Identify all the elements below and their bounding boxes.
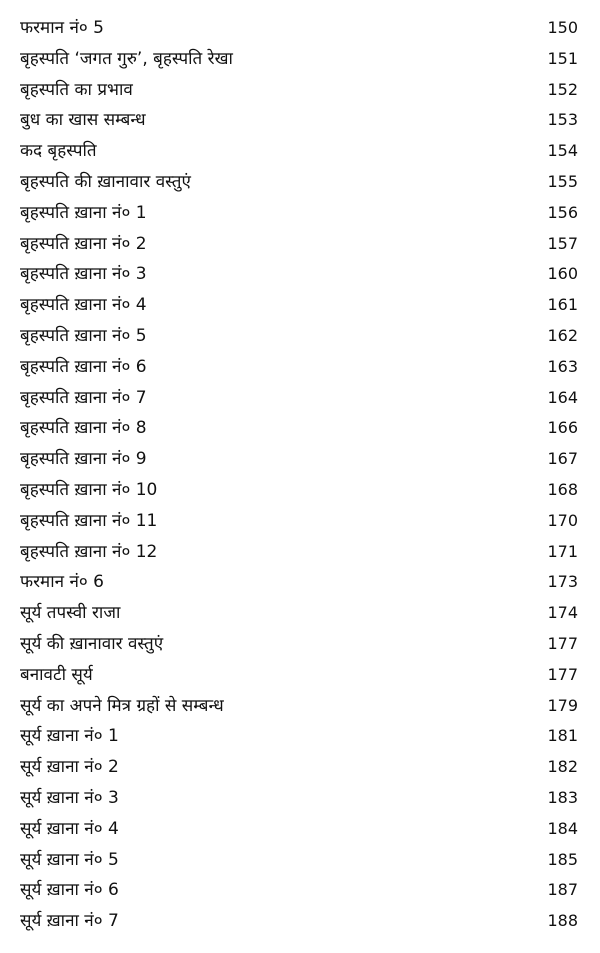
- toc-entry-page: 151: [547, 48, 578, 68]
- toc-entry-title: सूर्य की ख़ानावार वस्तुएं: [20, 633, 164, 654]
- toc-entry: [0, 875, 600, 906]
- toc-entry: [0, 475, 600, 506]
- toc-entry-title: बनावटी सूर्य: [20, 664, 93, 685]
- toc-entry: [0, 845, 600, 876]
- toc-entry-page: 161: [547, 295, 578, 315]
- toc-entry-page: 166: [547, 418, 578, 438]
- toc-entry-page: 170: [547, 510, 578, 530]
- toc-entry-page: 183: [547, 787, 578, 807]
- toc-entry-page: 156: [547, 202, 578, 222]
- toc-entry: [0, 444, 600, 475]
- toc-entry-page: 187: [547, 880, 578, 900]
- toc-entry-page: 173: [547, 572, 578, 592]
- toc-entry-title: सूर्य ख़ाना नं० 4: [20, 818, 119, 839]
- toc-entry-title: सूर्य ख़ाना नं० 6: [20, 880, 119, 901]
- toc-entry: [0, 537, 600, 568]
- toc-entry-title: बृहस्पति ख़ाना नं० 12: [20, 541, 158, 562]
- toc-entry-title: बृहस्पति ख़ाना नं० 4: [20, 295, 147, 316]
- toc-entry-page: 177: [547, 633, 578, 653]
- toc-entry-title: सूर्य तपस्वी राजा: [20, 603, 121, 624]
- toc-entry-title: बृहस्पति ख़ाना नं० 8: [20, 418, 147, 439]
- toc-entry-page: 154: [547, 141, 578, 161]
- toc-entry-title: सूर्य ख़ाना नं० 1: [20, 726, 119, 747]
- toc-entry-page: 164: [547, 387, 578, 407]
- toc-entry: [0, 691, 600, 722]
- toc-entry: [0, 413, 600, 444]
- toc-entry-page: 182: [547, 757, 578, 777]
- toc-entry-title: कद बृहस्पति: [20, 141, 97, 162]
- toc-entry-title: बृहस्पति की ख़ानावार वस्तुएं: [20, 171, 191, 192]
- toc-entry-title: बुध का खास सम्बन्ध: [20, 110, 146, 131]
- toc-entry-title: बृहस्पति ख़ाना नं० 3: [20, 264, 147, 285]
- toc-entry-title: सूर्य ख़ाना नं० 7: [20, 911, 119, 932]
- toc-entry-title: सूर्य का अपने मित्र ग्रहों से सम्बन्ध: [20, 695, 224, 716]
- toc-entry: [0, 259, 600, 290]
- toc-entry-page: 174: [547, 603, 578, 623]
- toc-entry-page: 171: [547, 541, 578, 561]
- toc-entry-title: फरमान नं० 6: [20, 572, 104, 593]
- toc-entry-title: फरमान नं० 5: [20, 18, 104, 38]
- toc-entry: [0, 660, 600, 691]
- toc-entry: [0, 383, 600, 414]
- toc-entry-page: 177: [547, 664, 578, 684]
- toc-entry-title: सूर्य ख़ाना नं० 5: [20, 849, 119, 870]
- toc-entry: [0, 783, 600, 814]
- toc-entry-page: 153: [547, 110, 578, 130]
- toc-entry-page: 167: [547, 449, 578, 469]
- toc-entry: [0, 321, 600, 352]
- toc-entry-page: 160: [547, 264, 578, 284]
- toc-entry-title: बृहस्पति ख़ाना नं० 2: [20, 233, 147, 254]
- toc-entry-page: 188: [547, 911, 578, 931]
- toc-entry-title: बृहस्पति ख़ाना नं० 1: [20, 202, 147, 223]
- toc-entry: [0, 44, 600, 75]
- toc-entry: [0, 506, 600, 537]
- toc-entry: [0, 721, 600, 752]
- toc-entry-page: 155: [547, 171, 578, 191]
- toc-entry-page: 179: [547, 695, 578, 715]
- toc-entry: [0, 814, 600, 845]
- toc-entry: [0, 567, 600, 598]
- toc-entry-title: बृहस्पति ख़ाना नं० 9: [20, 449, 147, 470]
- toc-entry-title: बृहस्पति ख़ाना नं० 11: [20, 510, 158, 531]
- toc-entry-title: बृहस्पति ख़ाना नं० 10: [20, 479, 158, 500]
- toc-entry-page: 162: [547, 325, 578, 345]
- toc-entry-page: 150: [547, 18, 578, 37]
- toc-entry: [0, 290, 600, 321]
- toc-entry-title: बृहस्पति ख़ाना नं० 5: [20, 325, 147, 346]
- toc-entry-title: बृहस्पति ख़ाना नं० 7: [20, 387, 147, 408]
- toc-entry-title: बृहस्पति ख़ाना नं० 6: [20, 356, 147, 377]
- toc-entry-title: सूर्य ख़ाना नं० 3: [20, 787, 119, 808]
- toc-entry-page: 168: [547, 479, 578, 499]
- toc-entry: [0, 13, 600, 44]
- toc-entry-page: 185: [547, 849, 578, 869]
- toc-entry: [0, 75, 600, 106]
- toc-entry: [0, 167, 600, 198]
- toc-entry-page: 184: [547, 818, 578, 838]
- toc-entry-page: 181: [547, 726, 578, 746]
- toc-entry-page: 152: [547, 79, 578, 99]
- toc-entry: [0, 198, 600, 229]
- toc-entry: [0, 136, 600, 167]
- toc-entry: [0, 629, 600, 660]
- toc-entry-page: 157: [547, 233, 578, 253]
- toc-entry-title: सूर्य ख़ाना नं० 2: [20, 757, 119, 778]
- toc-entry: [0, 906, 600, 937]
- table-of-contents: [0, 13, 600, 937]
- toc-entry: [0, 229, 600, 260]
- toc-entry: [0, 352, 600, 383]
- toc-entry-title: बृहस्पति ‘जगत गुरु’, बृहस्पति रेखा: [20, 48, 233, 69]
- toc-entry-title: बृहस्पति का प्रभाव: [20, 79, 133, 100]
- toc-entry: [0, 105, 600, 136]
- toc-entry-page: 163: [547, 356, 578, 376]
- toc-entry: [0, 752, 600, 783]
- toc-entry: [0, 598, 600, 629]
